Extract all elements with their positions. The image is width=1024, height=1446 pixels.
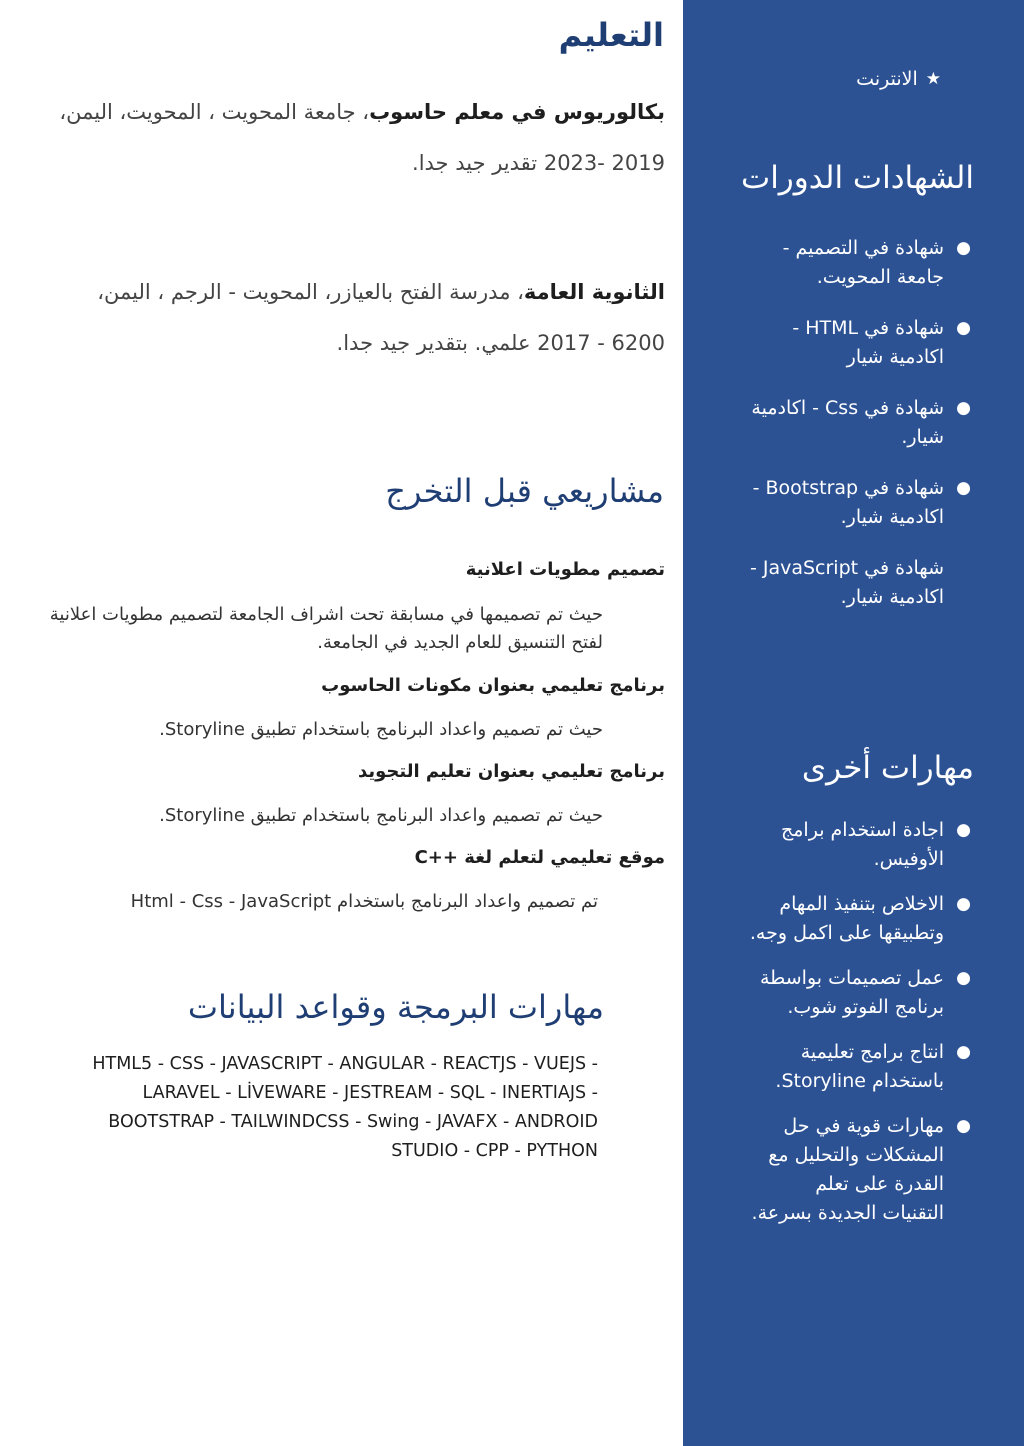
- skills-line: HTML5 - CSS - JAVASCRIPT - ANGULAR - REACTJS - VUEJS -: [92, 1054, 598, 1074]
- degree-name: بكالوريوس في معلم حاسوب: [369, 100, 665, 124]
- programming-skills-list: [32, 1050, 598, 1166]
- school-line: [25, 280, 665, 304]
- certificate-item: ● شهادة في HTML - اكادمية شيار: [749, 314, 944, 372]
- degree-years: 2019 -2023: [543, 151, 665, 175]
- project-description: حيث تم تصميمها في مسابقة تحت اشراف الجامعة لتصميم مطويات اعلانية لفتح التنسيق للعام الجديد في الجامعة.: [49, 604, 603, 653]
- education-title: التعليم: [558, 16, 664, 54]
- projects-title: مشاريعي قبل التخرج: [385, 472, 664, 510]
- bullet-icon: ●: [956, 238, 971, 258]
- project-heading: موقع تعليمي لتعلم لغة ++C: [414, 847, 665, 868]
- degree-line: [25, 100, 665, 124]
- project-heading: برنامج تعليمي بعنوان تعليم التجويد: [357, 761, 665, 782]
- bullet-icon: ●: [956, 1116, 971, 1136]
- school-name: الثانوية العامة: [523, 280, 665, 304]
- degree-grade: تقدير جيد جدا.: [412, 151, 544, 175]
- project-description: حيث تم تصميم واعداد البرنامج باستخدام تطبيق Storyline.: [159, 805, 603, 826]
- school-institution: ، مدرسة الفتح بالعيازر، المحويت - الرجم ، اليمن،: [97, 280, 524, 304]
- other-skill-item: ● الاخلاص بتنفيذ المهام وتطبيقها على اكمل وجه.: [749, 890, 944, 948]
- star-icon: ★: [925, 69, 941, 89]
- certificate-item: ● شهادة في التصميم - جامعة المحويت.: [749, 234, 944, 292]
- project-description: تم تصميم واعداد البرنامج باستخدام Html - Css - JavaScript: [130, 891, 598, 912]
- certificate-item: ● شهادة في Bootstrap - اكادمية شيار.: [749, 474, 944, 532]
- other-skills-list: [749, 816, 971, 1244]
- project-description: حيث تم تصميم واعداد البرنامج باستخدام تطبيق Storyline.: [159, 719, 603, 740]
- school-grade: علمي. بتقدير جيد جدا.: [336, 331, 538, 355]
- bullet-icon: ●: [956, 478, 971, 498]
- sidebar-internet-item: [856, 68, 941, 90]
- school-years: 6200 - 2017: [537, 331, 665, 355]
- bullet-icon: ●: [956, 968, 971, 988]
- bullet-icon: ●: [956, 398, 971, 418]
- certificates-list: [749, 234, 971, 634]
- bullet-icon: ●: [956, 1042, 971, 1062]
- degree-institution: ، جامعة المحويت ، المحويت، اليمن،: [59, 100, 370, 124]
- bullet-icon: ●: [956, 318, 971, 338]
- skills-line: BOOTSTRAP - TAILWINDCSS - Swing - JAVAFX - ANDROID: [108, 1112, 598, 1132]
- project-heading: تصميم مطويات اعلانية: [465, 559, 665, 580]
- other-skill-item: ● اجادة استخدام برامج الأوفيس.: [749, 816, 944, 874]
- skills-line: LARAVEL - LİVEWARE - JESTREAM - SQL - INERTIAJS -: [142, 1083, 598, 1103]
- certificates-title: الشهادات الدورات: [741, 160, 974, 196]
- other-skill-item: ● مهارات قوية في حل المشكلات والتحليل مع القدرة على تعلم التقنيات الجديدة بسرعة.: [749, 1112, 944, 1228]
- other-skill-item: ● انتاج برامج تعليمية باستخدام Storyline.: [749, 1038, 944, 1096]
- project-heading: برنامج تعليمي بعنوان مكونات الحاسوب: [321, 675, 665, 696]
- school-years-line: [25, 331, 665, 355]
- bullet-icon: ●: [956, 820, 971, 840]
- sidebar-internet-label: الانترنت: [856, 68, 918, 90]
- programming-title: مهارات البرمجة وقواعد البيانات: [187, 988, 604, 1026]
- skills-line: STUDIO - CPP - PYTHON: [391, 1141, 598, 1161]
- certificate-item: شهادة في JavaScript - اكادمية شيار.: [749, 557, 944, 608]
- other-skill-item: ● عمل تصميمات بواسطة برنامج الفوتو شوب.: [749, 964, 944, 1022]
- other-skills-title: مهارات أخرى: [801, 750, 974, 786]
- sidebar: [683, 0, 1024, 1446]
- degree-years-line: [25, 151, 665, 175]
- bullet-icon: ●: [956, 894, 971, 914]
- certificate-item: ● شهادة في Css - اكادمية شيار.: [749, 394, 944, 452]
